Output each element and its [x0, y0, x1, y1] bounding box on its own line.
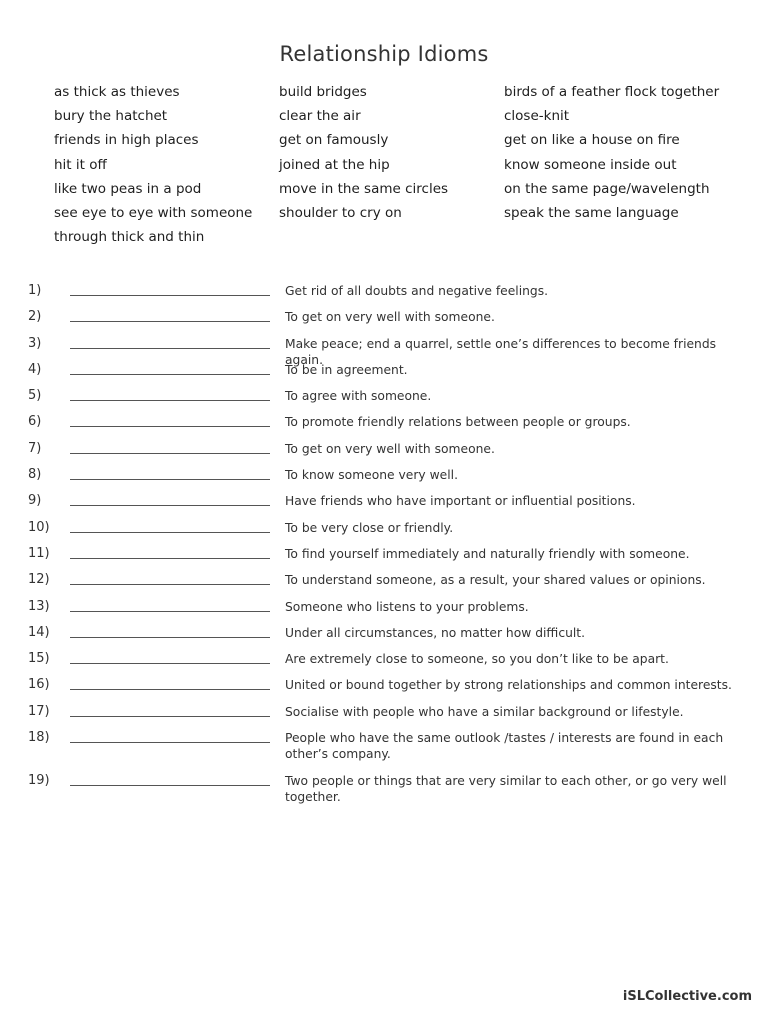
exercise-row	[0, 360, 768, 386]
definition-text: United or bound together by strong relationships and common interests.	[285, 678, 732, 693]
idiom-item: birds of a feather flock together	[504, 84, 720, 100]
definition-text: To know someone very well.	[285, 468, 458, 483]
definition-text: To be in agreement.	[285, 362, 408, 377]
definition-text: Socialise with people who have a similar background or lifestyle.	[285, 704, 684, 719]
item-number: 6)	[28, 414, 42, 430]
idiom-item: through thick and thin	[54, 229, 205, 246]
exercise-row	[0, 544, 768, 570]
idiom-item: get on famously	[279, 132, 389, 149]
answer-blank[interactable]	[70, 479, 270, 480]
answer-blank[interactable]	[70, 532, 270, 533]
page-title: Relationship Idioms	[279, 42, 489, 66]
exercise-row	[0, 702, 768, 728]
exercise-row	[0, 597, 768, 623]
item-number: 11)	[28, 545, 50, 561]
idiom-item: move in the same circles	[279, 180, 449, 197]
definition-text: To agree with someone.	[285, 389, 432, 404]
item-number: 10)	[28, 519, 50, 535]
idiom-item: as thick as thieves	[54, 84, 180, 100]
item-number: 16)	[28, 677, 50, 693]
answer-blank[interactable]	[70, 611, 270, 612]
exercise-row	[0, 675, 768, 701]
idiom-item: hit it off	[54, 156, 107, 173]
idiom-item: speak the same language	[504, 204, 679, 221]
item-number: 9)	[28, 493, 42, 509]
definition-text: Under all circumstances, no matter how difficult.	[285, 625, 586, 640]
definition-text: To promote friendly relations between people or groups.	[285, 415, 631, 430]
idiom-word-bank	[54, 82, 744, 251]
exercise-row	[0, 518, 768, 544]
definition-text: People who have the same outlook /tastes / interests are found in each other’s company.	[285, 731, 724, 762]
item-number: 19)	[28, 773, 50, 789]
matching-exercise	[0, 281, 768, 814]
exercise-row	[0, 386, 768, 412]
exercise-row	[0, 570, 768, 596]
answer-blank[interactable]	[70, 348, 270, 349]
answer-blank[interactable]	[70, 689, 270, 690]
answer-blank[interactable]	[70, 584, 270, 585]
item-number: 1)	[28, 283, 42, 298]
item-number: 17)	[28, 703, 50, 719]
definition-text: Make peace; end a quarrel, settle one’s differences to become friends again.	[285, 336, 717, 367]
exercise-row	[0, 491, 768, 517]
definition-text: To get on very well with someone.	[285, 441, 495, 456]
exercise-row	[0, 334, 768, 367]
definition-text: To be very close or friendly.	[285, 520, 454, 535]
idiom-item: bury the hatchet	[54, 108, 168, 125]
definition-text: Are extremely close to someone, so you don’t like to be apart.	[285, 652, 669, 667]
answer-blank[interactable]	[70, 505, 270, 506]
item-number: 5)	[28, 388, 42, 404]
item-number: 14)	[28, 624, 50, 640]
exercise-row	[0, 439, 768, 465]
answer-blank[interactable]	[70, 663, 270, 664]
idiom-item: shoulder to cry on	[279, 204, 402, 221]
idiom-item: see eye to eye with someone	[54, 204, 253, 221]
idiom-item: joined at the hip	[279, 156, 390, 173]
item-number: 8)	[28, 467, 42, 483]
answer-blank[interactable]	[70, 295, 270, 296]
exercise-row	[0, 649, 768, 675]
answer-blank[interactable]	[70, 785, 270, 786]
exercise-row	[0, 412, 768, 438]
exercise-row	[0, 623, 768, 649]
item-number: 7)	[28, 440, 42, 456]
idiom-item: close-knit	[504, 108, 570, 125]
exercise-row	[0, 728, 768, 771]
exercise-row	[0, 465, 768, 491]
answer-blank[interactable]	[70, 453, 270, 454]
answer-blank[interactable]	[70, 742, 270, 743]
item-number: 4)	[28, 361, 42, 377]
idiom-item: build bridges	[279, 84, 367, 100]
answer-blank[interactable]	[70, 321, 270, 322]
idiom-item: get on like a house on fire	[504, 132, 680, 149]
definition-text: To understand someone, as a result, your shared values or opinions.	[285, 573, 706, 588]
idiom-item: on the same page/wavelength	[504, 180, 710, 197]
definition-text: To find yourself immediately and naturally friendly with someone.	[285, 546, 690, 561]
item-number: 3)	[28, 335, 42, 351]
exercise-row	[0, 307, 768, 333]
idiom-item: clear the air	[279, 108, 361, 125]
site-watermark: iSLCollective.com	[622, 989, 752, 1004]
item-number: 13)	[28, 598, 50, 614]
exercise-row	[0, 771, 768, 814]
definition-text: Have friends who have important or influential positions.	[285, 494, 636, 509]
definition-text: Two people or things that are very similar to each other, or go very well together.	[285, 774, 727, 805]
answer-blank[interactable]	[70, 716, 270, 717]
answer-blank[interactable]	[70, 400, 270, 401]
item-number: 15)	[28, 651, 50, 667]
item-number: 2)	[28, 309, 42, 325]
idiom-item: like two peas in a pod	[54, 180, 202, 197]
idiom-item: friends in high places	[54, 132, 199, 149]
answer-blank[interactable]	[70, 637, 270, 638]
definition-text: Get rid of all doubts and negative feelings.	[285, 284, 549, 298]
item-number: 18)	[28, 730, 50, 746]
answer-blank[interactable]	[70, 558, 270, 559]
answer-blank[interactable]	[70, 374, 270, 375]
definition-text: Someone who listens to your problems.	[285, 599, 529, 614]
item-number: 12)	[28, 572, 50, 588]
definition-text: To get on very well with someone.	[285, 310, 495, 325]
exercise-row	[0, 281, 768, 307]
idiom-item: know someone inside out	[504, 156, 677, 173]
answer-blank[interactable]	[70, 426, 270, 427]
